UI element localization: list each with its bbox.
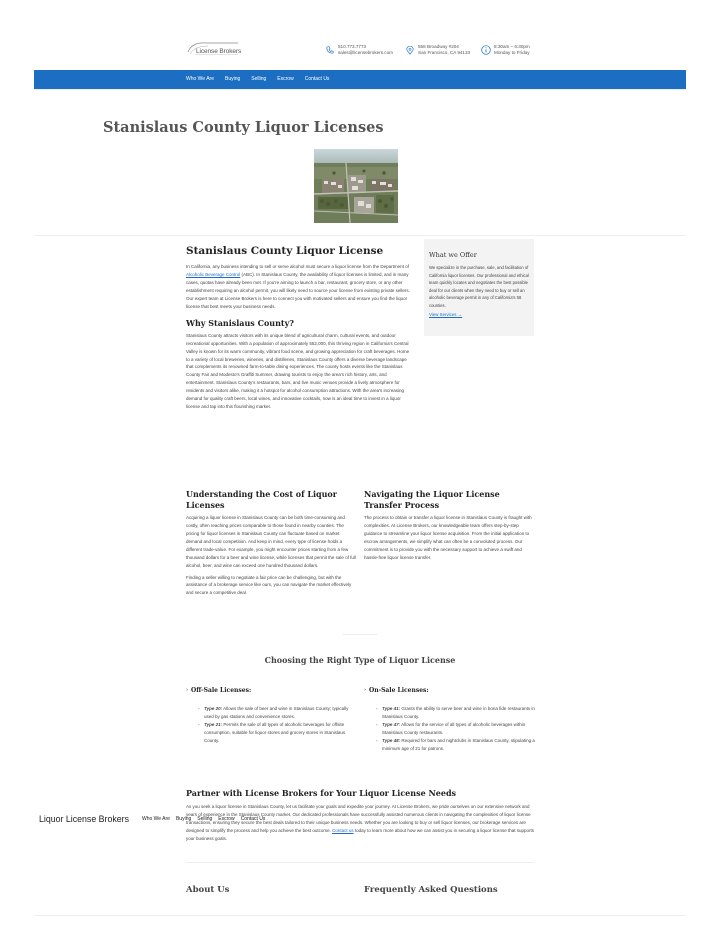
- cost-section: [186, 489, 356, 597]
- main-nav: [34, 70, 686, 89]
- address-line-2: San Francisco, CA 94133: [418, 50, 471, 56]
- nav-item-selling[interactable]: Selling: [251, 76, 267, 82]
- why-paragraph: Stanislaus County attracts visitors with its unique blend of agricultural charm, cultural events, and outdoor recreational opportunities. With a population of approximately 552,000, this thriving region in California's Central Valley is known for its warm community, vibrant food scene, and growing appreciation for craft beverages. Home to a variety of local breweries, wineries, and distilleries, Stanislaus County offers a diverse beverage landscape that complements its renowned farm-to-table dining experiences. The county hosts events like the Stanislaus County Fair and Modesto's Graffiti Summer, drawing tourists to enjoy the area's rich history, arts, and entertainment. Stanislaus County's restaurants, bars, and live music venues provide a lively atmosphere for residents and visitors alike, making it a hotspot for alcohol consumption attractions. With the area's increasing demand for quality craft beers, local wines, and innovative cocktails, now is an ideal time to invest in a liquor license and tap into this flourishing market.: [186, 332, 410, 409]
- list-item: ◦ Type 47: Allows for the service of all types of alcoholic beverages within Stanislaus County restaurants.: [376, 721, 536, 737]
- fallback-nav-buying[interactable]: Buying: [175, 815, 192, 822]
- contact-address: [405, 44, 470, 57]
- nav-item-who-we-are[interactable]: Who We Are: [186, 76, 214, 82]
- abc-link[interactable]: Alcoholic Beverage Control: [186, 272, 241, 278]
- section-divider: [34, 235, 686, 236]
- phone-icon: [325, 45, 335, 55]
- nav-shadow: [34, 89, 686, 91]
- fallback-nav-selling[interactable]: Selling: [197, 815, 213, 822]
- info-icon: [481, 45, 491, 55]
- email-address[interactable]: sales@licensebrokers.com: [338, 50, 393, 56]
- offer-sidebar: [424, 239, 534, 336]
- nav-item-buying[interactable]: Buying: [224, 76, 241, 82]
- bullet-icon: ›: [364, 686, 366, 693]
- fallback-nav: [39, 813, 265, 827]
- main-article: [186, 243, 412, 411]
- off-sale-list: [186, 686, 358, 745]
- on-sale-title: On-Sale Licenses:: [369, 687, 429, 694]
- fallback-nav-contact-us[interactable]: Contact Us: [240, 815, 266, 822]
- transfer-heading: Navigating the Liquor License Transfer Process: [364, 489, 500, 511]
- main-heading: Stanislaus County Liquor License: [186, 245, 384, 257]
- partner-paragraph: As you seek a liquor license in Stanislaus County, let us facilitate your goals and expedite your journey. At License Brokers, we pride ourselves on our extensive network and years of experience in the Stanislaus County market. Our dedicated professionals have successfully assisted numerous clients in navigating the complexities of liquor license transactions, ensuring they secure the best deals tailored to their unique business needs. Whether you are looking to buy or sell liquor licenses, our brokerage services are designed to simplify the process and help you achieve the best outcome. Contact us today to learn more about how we can assist you in securing a liquor license that supports your business goals.: [186, 804, 534, 841]
- fallback-nav-escrow[interactable]: Escrow: [218, 815, 235, 822]
- on-sale-list: [364, 686, 536, 753]
- list-item: ◦ Type 48: Required for bars and nightclubs in Stanislaus County, stipulating a minimum age of 21 for patrons.: [376, 737, 536, 753]
- page-title: Stanislaus County Liquor Licenses: [103, 119, 384, 136]
- hours-line-1: 8:30am – 6:30pm: [494, 44, 530, 49]
- faq-heading: Frequently Asked Questions: [364, 885, 498, 895]
- cost-paragraph-2: Finding a seller willing to negotiate a fair price can be challenging, but with the assistance of a brokerage service like ours, you can navigate the market effectively and secure a competitive deal.: [186, 574, 352, 596]
- view-services-link[interactable]: View Services →: [429, 312, 463, 318]
- partner-heading: Partner with License Brokers for Your Liquor License Needs: [186, 788, 457, 798]
- list-item: ◦ Type 41: Grants the ability to serve beer and wine in bona fide restaurants in Stanislaus County.: [376, 705, 536, 721]
- nav-item-contact-us[interactable]: Contact Us: [304, 76, 330, 82]
- sidebar-title: What we Offer: [429, 251, 477, 259]
- choose-heading: Choosing the Right Type of Liquor License: [264, 655, 456, 665]
- short-divider: [343, 634, 377, 635]
- footer-divider: [186, 862, 534, 863]
- fallback-nav-who-we-are[interactable]: Who We Are: [141, 815, 170, 822]
- address-line-1: 558 Broadway #204: [418, 44, 459, 49]
- why-heading: Why Stanislaus County?: [186, 317, 294, 328]
- logo-text: License Brokers: [196, 48, 242, 55]
- location-pin-icon: [405, 45, 415, 55]
- sidebar-text: We specialize in the purchase, sale, and facilitation of California liquor licenses. Our professional and ethical team quickly locates and negotiates the best possible deal for our clients when they need to buy or sell an alcoholic beverage permit in any of California's 58 counties.: [429, 265, 529, 308]
- cost-paragraph-1: Acquiring a liquor license in Stanislaus County can be both time-consuming and costly, often reaching prices comparable to those found in nearby counties. The pricing for liquor licenses in Stanislaus County can fluctuate based on market demand and local competition. And keep in mind, every type of license holds a different trade-value. For example, you might encounter prices starting from a few thousand dollars for a beer and wine license, while licenses that permit the sale of full alcohol, beer, and wine can exceed one hundred thousand dollars.: [186, 515, 356, 568]
- hero-aerial-image: [314, 149, 398, 223]
- contact-hours: [481, 44, 530, 57]
- phone-number[interactable]: 510.773.7773: [338, 44, 367, 49]
- cost-heading: Understanding the Cost of Liquor Licenses: [186, 489, 337, 511]
- contact-us-link[interactable]: Contact us: [332, 828, 354, 834]
- site-header: [0, 34, 720, 69]
- nav-item-escrow[interactable]: Escrow: [277, 76, 294, 82]
- bottom-divider: [34, 915, 686, 916]
- transfer-paragraph: The process to obtain or transfer a liquor license in Stanislaus County is fraught with complexities. At License Brokers, our knowledgeable team offers step-by-step guidance to streamline your liquor license acquisition. From the initial application to escrow arrangements, we simplify what can often be a convoluted process. Our commitment is to provide you with the necessary support to achieve a swift and hassle-free liquor license transfer.: [364, 515, 532, 560]
- list-item: ◦ Type 21: Permits the sale of all types of alcoholic beverages for offsite consumption, suitable for liquor stores and grocery stores in Stanislaus County.: [198, 721, 358, 745]
- contact-phone-email: [325, 44, 393, 57]
- bullet-icon: ›: [186, 686, 188, 693]
- intro-paragraph: In California, any business intending to sell or serve alcohol must secure a liquor license from the Department of Alcoholic Beverage Control (ABC). In Stanislaus County, the availability of liquor licenses is limited, and in many cases, quotas have already been met. If you're aiming to launch a bar, restaurant, grocery store, or any other establishment requiring an alcohol permit, you will likely need to source your license from existing private sellers. Our expert team at License Brokers is here to connect you with motivated sellers and ensure you find the liquor license that best meets your business needs.: [186, 264, 410, 309]
- off-sale-title: Off-Sale Licenses:: [191, 687, 252, 694]
- hours-line-2: Monday to Friday: [494, 50, 530, 56]
- site-logo[interactable]: [186, 40, 242, 60]
- transfer-section: [364, 489, 534, 562]
- about-us-heading: About Us: [186, 885, 230, 895]
- brand-name[interactable]: Liquor License Brokers: [39, 814, 129, 824]
- list-item: ◦ Type 20: Allows the sale of beer and wine in Stanislaus County; typically used by gas stations and convenience stores.: [198, 705, 358, 721]
